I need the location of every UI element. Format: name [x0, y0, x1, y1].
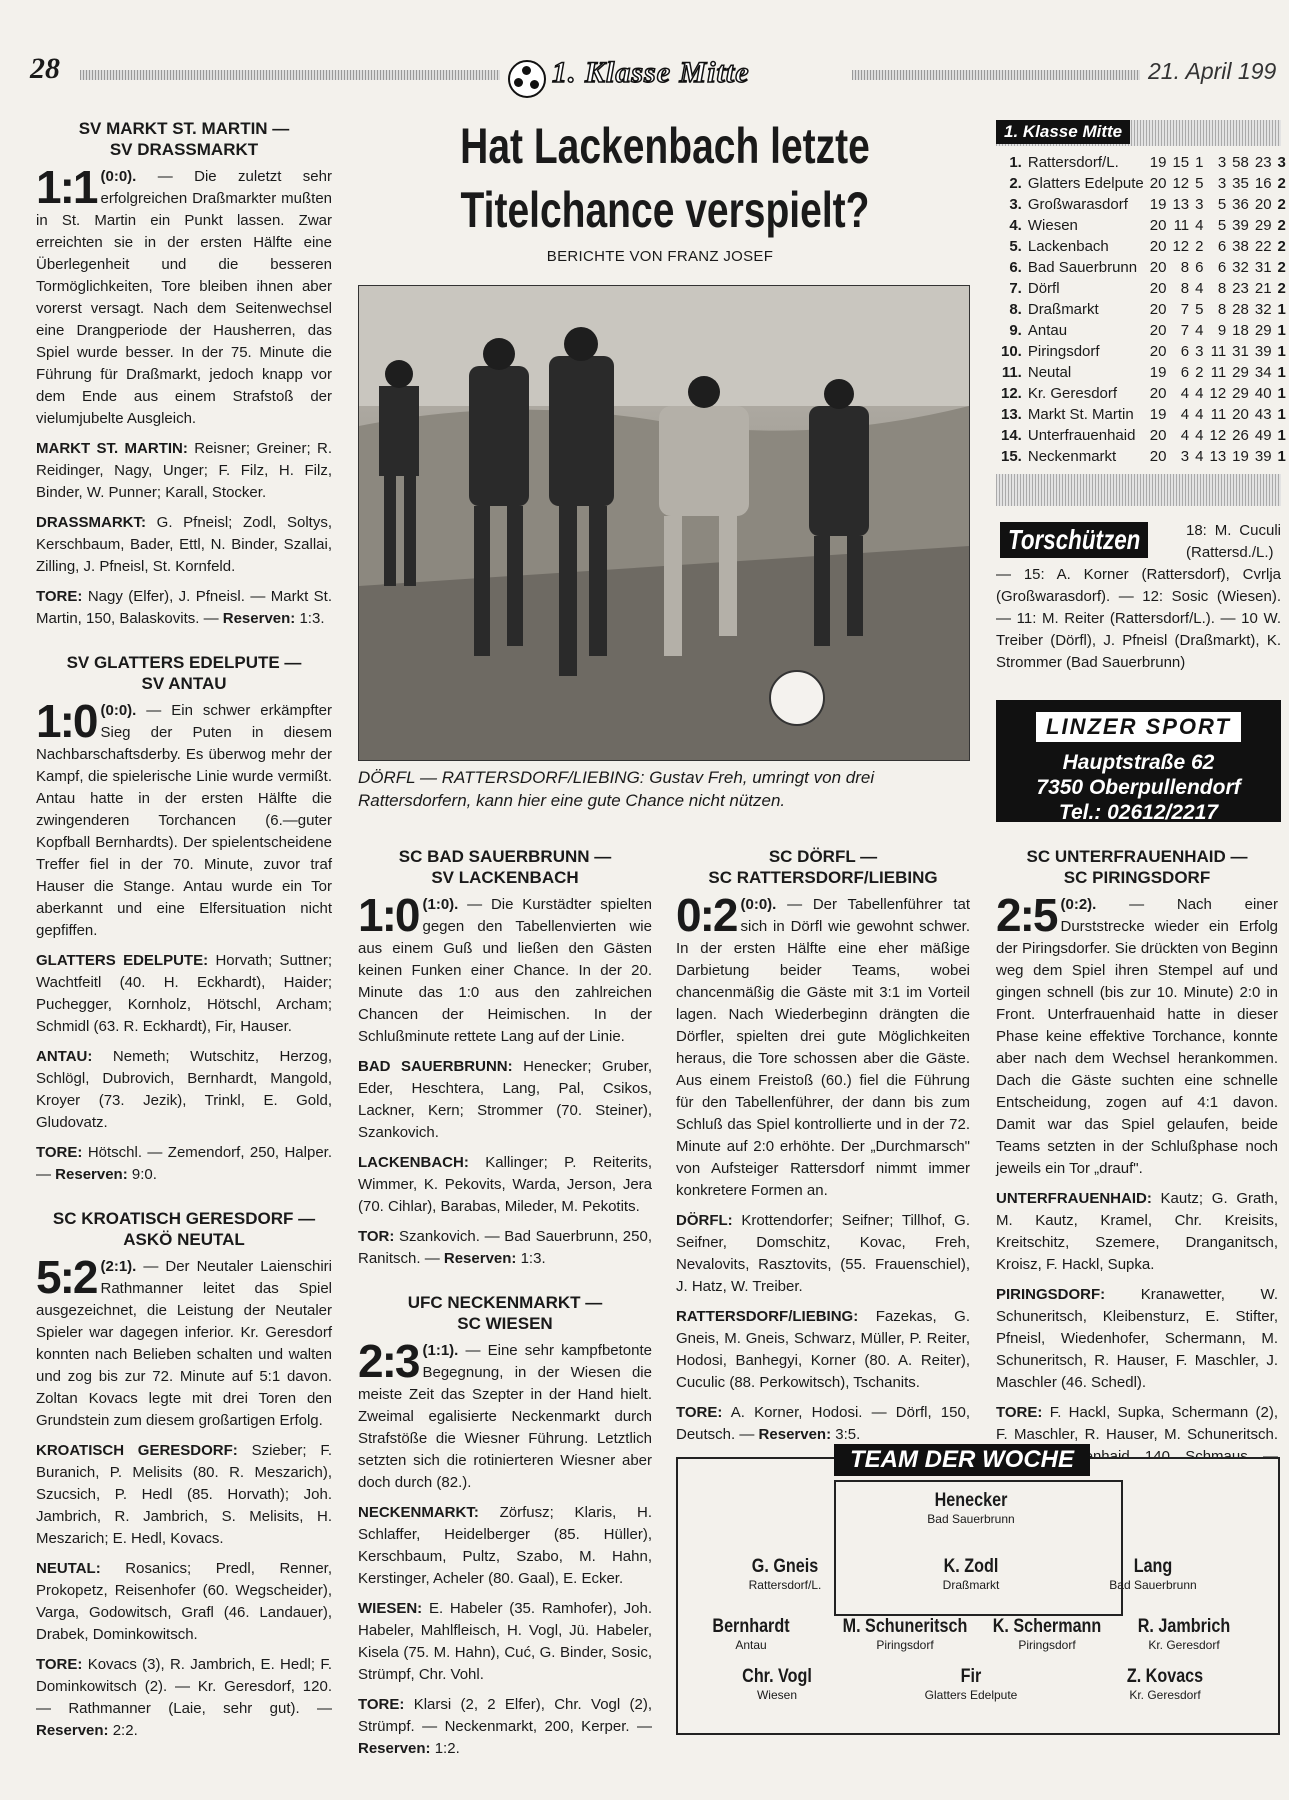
- table-cell: 12: [1172, 175, 1190, 192]
- table-cell: 34: [1254, 364, 1272, 381]
- table-cell: 1: [1277, 427, 1286, 444]
- table-cell: 13: [1172, 196, 1190, 213]
- table-cell: 13: [1209, 448, 1227, 465]
- table-row: [998, 236, 1289, 257]
- table-cell: 2.: [1009, 175, 1022, 192]
- match-title: SC UNTERFRAUENHAID — SC PIRINGSDORF: [1026, 847, 1248, 887]
- table-cell: 15.: [1001, 448, 1022, 465]
- table-cell: 20: [1232, 406, 1249, 423]
- table-title: 1. Klasse Mitte: [996, 120, 1130, 144]
- match-score: 1:0: [358, 889, 419, 941]
- team-name: Piringsdorf: [1027, 343, 1100, 360]
- table-cell: 1: [1277, 343, 1286, 360]
- table-cell: 29: [1232, 364, 1249, 381]
- table-cell: 23: [1232, 280, 1249, 297]
- lineup: KROATISCH GERESDORF: Szieber; F. Buranich, P. Melisits (80. R. Meszarich), Szucsich, P. Hedl (85. Horvath); Joh. Jambrich, R. Jambrich, S. Melisits, H. Meszarich; E. Hedl, Kovacs.: [36, 1442, 332, 1547]
- match-report: — Ein schwer erkämpfter Sieg der Puten in diesem Nachbarschaftsderby. Es überwog mehr der Kampf, die spielerische Linie wurde vermißt. Antau hatte in der ersten Hälfte die zwingenderen Torchancen (6.—guter Kopfball Bernhardts). Der spielentscheidene Treffer fiel in der 70. Minute, zuvor traf Hauser die Stange. Antau wurde ein Tor aberkannt und eine Elfersituation nicht gepfiffen.: [36, 702, 332, 939]
- table-cell: 40: [1254, 385, 1272, 402]
- table-cell: 16: [1254, 175, 1272, 192]
- table-cell: 2: [1195, 364, 1204, 381]
- table-cell: 1: [1195, 154, 1204, 171]
- lineup: NECKENMARKT: Zörfusz; Klaris, H. Schlaffer, Heidelberger (85. Hüller), Kerschbaum, Pultz, Szabo, M. Hahn, Kerstinger, Acheler (80. Gaal), E. Ecker.: [358, 1504, 653, 1587]
- team-name: Rattersdorf/L.: [1027, 154, 1119, 171]
- table-cell: 1.: [1009, 154, 1022, 171]
- table-cell: 3: [1195, 343, 1204, 360]
- team-name: Kr. Geresdorf: [1027, 385, 1118, 402]
- table-cell: 2: [1277, 196, 1286, 213]
- table-cell: 49: [1254, 427, 1272, 444]
- section-title: 1. Klasse Mitte: [552, 56, 750, 89]
- column-2: SC BAD SAUERBRUNN — SV LACKENBACH 1:0 (1:0). — Die Kurstädter spielten gegen den Tabellenvierten wie aus einem Guß und ließen den Gästen keinen Funken einer Chance. In der 20. Minute das 1:0 aus den zahlreichen Chancen der Heimischen. In der Schlußminute rettete Lang auf der Linie. BAD SAUERBRUNN: Henecker; Gruber, Eder, Heschtera, Lang, Pal, Csikos, Lackner, Kern; Strommer (70. Steiner), Szankovich. LACKENBACH: Kallinger; P. Reiterits, Wimmer, K. Pekovits, Warda, Jerson, Jera (70. Cihlar), Barabas, Mileder, M. Pekotits. TOR: Szankovich. — Bad Sauerbrunn, 250, Ranitsch. — Reserven: 1:3. UFC NECKENMARKT — SC WIESEN 2:3 (1:1). — Eine sehr kampfbetonte Begegnung, in der Wiesen die meiste Zeit das Szepter in der Hand hielt. Zweimal egalisierte Neckenmarkt durch Strafstöße die Wiesner Führung. Letztlich setzten sich die rotinierteren Wiesner aber doch durch (82.). NECKENMARKT: Zörfusz; Klaris, H. Schlaffer, Heidelberger (85. Hüller), Kerschbaum, Pultz, Szabo, M. Hahn, Kerstinger, Acheler (80. Gaal), E. Ecker. WIESEN: E. Habeler (35. Ramhofer), Joh. Habeler, Mahlfleisch, H. Vogl, Jü. Habeler, Kisela (75. M. Hahn), Cuć, G. Binder, Sosic, Strümpf, Chr. Vohl. TORE: Klarsi (2, 2 Elfer), Chr. Vogl (2), Strümpf. — Neckenmarkt, 200, Kerper. — Reserven: 1:2.: [358, 846, 652, 1768]
- table-cell: 4: [1180, 406, 1190, 423]
- table-cell: 2: [1277, 217, 1286, 234]
- lineup: UNTERFRAUENHAID: Kautz; G. Grath, M. Kautz, Kramel, Chr. Kreisits, Kreitschitz, Szemere, Dranganitsch, Kroisz, F. Hackl, Supka.: [996, 1190, 1278, 1273]
- table-row: [998, 215, 1289, 236]
- lineup: RATTERSDORF/LIEBING: Fazekas, G. Gneis, M. Gneis, Schwarz, Müller, P. Reiter, Hodosi, Banhegyi, Korner (80. A. Reiter), Cuculic (88. Perkowitsch), Tschanits.: [676, 1308, 970, 1391]
- match-score: 2:3: [358, 1335, 419, 1387]
- table-cell: 11: [1210, 364, 1227, 381]
- team-name: Wiesen: [1027, 217, 1078, 234]
- match-title: SC BAD SAUERBRUNN — SV LACKENBACH: [398, 847, 612, 887]
- table-cell: 6: [1217, 238, 1227, 255]
- table-cell: 5: [1195, 175, 1204, 192]
- table-cell: 1: [1277, 385, 1286, 402]
- table-cell: 1: [1277, 322, 1286, 339]
- table-cell: 9.: [1009, 322, 1022, 339]
- table-cell: 28: [1232, 301, 1249, 318]
- table-cell: 4: [1195, 280, 1204, 297]
- goals: TOR: Szankovich. — Bad Sauerbrunn, 250, Ranitsch. — Reserven: 1:3.: [358, 1228, 652, 1267]
- goals: TORE: Kovacs (3), R. Jambrich, E. Hedl; F. Dominkowitsch (2). — Kr. Geresdorf, 120. — Rathmanner (Laie, sehr gut). — Reserven: 2:2.: [36, 1656, 332, 1739]
- team-player: Z. Kovacs Kr. Geresdorf: [1126, 1666, 1204, 1702]
- table-cell: 21: [1254, 280, 1272, 297]
- table-cell: 58: [1232, 154, 1249, 171]
- lineup: DRASSMARKT: G. Pfneisl; Zodl, Soltys, Kerschbaum, Bader, Ettl, N. Binder, Szallai, Zilling, J. Pfneisl, St. Kornfeld.: [36, 514, 332, 575]
- match-title: SV MARKT ST. MARTIN — SV DRASSMARKT: [78, 119, 290, 159]
- issue-date: 21. April 199: [1148, 58, 1277, 84]
- team-name: Großwarasdorf: [1027, 196, 1128, 213]
- ad-address: Hauptstraße 62: [1062, 751, 1215, 774]
- headline: Hat Lackenbach letzte Titelchance verspielt?: [460, 118, 870, 238]
- table-cell: 6.: [1009, 259, 1022, 276]
- top-scorers-title: Torschützen: [1000, 522, 1148, 558]
- team-player: K. Schermann Piringsdorf: [992, 1616, 1102, 1652]
- team-player: M. Schuneritsch Piringsdorf: [842, 1616, 968, 1652]
- table-cell: 14.: [1001, 427, 1022, 444]
- table-cell: 20: [1149, 259, 1167, 276]
- table-cell: 31: [1254, 259, 1272, 276]
- table-cell: 8: [1180, 259, 1190, 276]
- table-cell: 4: [1195, 406, 1204, 423]
- team-name: Bad Sauerbrunn: [1027, 259, 1138, 276]
- table-cell: 35: [1232, 175, 1249, 192]
- table-cell: 4: [1195, 322, 1204, 339]
- football-icon: [508, 60, 546, 98]
- table-cell: 11: [1210, 406, 1227, 423]
- table-cell: 20: [1149, 322, 1167, 339]
- table-cell: 4: [1180, 385, 1190, 402]
- match-title: SC DÖRFL — SC RATTERSDORF/LIEBING: [708, 847, 938, 887]
- table-cell: 39: [1254, 448, 1272, 465]
- table-cell: 12: [1172, 238, 1190, 255]
- table-cell: 4.: [1009, 217, 1022, 234]
- match-photo: [358, 285, 970, 761]
- table-cell: 2: [1277, 259, 1286, 276]
- table-cell: 31: [1232, 343, 1249, 360]
- match-score: 1:0: [36, 695, 97, 747]
- table-row: [998, 320, 1289, 341]
- lineup: MARKT ST. MARTIN: Reisner; Greiner; R. Reidinger, Nagy, Unger; F. Filz, H. Filz, Binder, W. Punner; Karall, Stocker.: [36, 440, 333, 501]
- table-row: [998, 299, 1289, 320]
- table-cell: 1: [1277, 406, 1286, 423]
- table-cell: 32: [1232, 259, 1249, 276]
- match-score: 0:2: [676, 889, 737, 941]
- lineup: BAD SAUERBRUNN: Henecker; Gruber, Eder, Heschtera, Lang, Pal, Csikos, Lackner, Kern; Strommer (70. Steiner), Szankovich.: [358, 1058, 652, 1141]
- match-score: 1:1: [36, 161, 97, 213]
- team-player: Bernhardt Antau: [712, 1616, 790, 1652]
- lineup: DÖRFL: Krottendorfer; Seifner; Tillhof, G. Seifner, Domschitz, Kovac, Freh, Nevalovits, Rasztovits, (55. Frauenschiel), J. Hatz, W. Treiber.: [676, 1212, 970, 1295]
- table-cell: 3.: [1009, 196, 1022, 213]
- table-cell: 2: [1277, 280, 1286, 297]
- table-cell: 5.: [1009, 238, 1022, 255]
- table-cell: 8: [1217, 280, 1227, 297]
- table-cell: 7: [1180, 322, 1190, 339]
- table-cell: 11.: [1001, 364, 1022, 381]
- match-title: SC KROATISCH GERESDORF — ASKÖ NEUTAL: [52, 1209, 316, 1249]
- table-cell: 23: [1254, 154, 1272, 171]
- goals: TORE: F. Hackl, Supka, Schermann (2), F. Maschler, R. Hauser, M. Schuneritsch.: [996, 1404, 1279, 1443]
- table-cell: 29: [1254, 322, 1272, 339]
- match-report: — Die Kurstädter spielten gegen den Tabellenvierten wie aus einem Guß und ließen den Gästen keinen Funken einer Chance. In der 20. Minute das 1:0 aus den zahlreichen Chancen der Heimischen. In der Schlußminute rettete Lang auf der Linie.: [358, 896, 652, 1045]
- table-cell: 19: [1149, 364, 1167, 381]
- table-cell: 20: [1149, 343, 1167, 360]
- team-name: Neckenmarkt: [1027, 448, 1117, 465]
- table-cell: 7.: [1009, 280, 1022, 297]
- column-3: SC DÖRFL — SC RATTERSDORF/LIEBING 0:2 (0:0). — Der Tabellenführer tat sich in Dörfl wie gewohnt schwer. In der ersten Hälfte eine eher mäßige Darbietung beider Teams, wobei chancenmäßig die Gäste mit 3:1 im Vorteil lagen. Nach Wiederbeginn drängten die Dörfler, spielten drei gute Möglichkeiten heraus, die Tore schossen aber die Gäste. Aus einem Freistoß (60.) fiel die Führung für den Tabellenführer, der dann bis zum Schluß das Spiel kontrollierte und in der 72. Minute auf 2:0 erhöhte. Der „Durchmarsch" von Aufsteiger Rattersdorf nimmt immer konkretere Formen an. DÖRFL: Krottendorfer; Seifner; Tillhof, G. Seifner, Domschitz, Kovac, Freh, Nevalovits, Rasztovits, (55. Frauenschiel), J. Hatz, W. Treiber. RATTERSDORF/LIEBING: Fazekas, G. Gneis, M. Gneis, Schwarz, Müller, P. Reiter, Hodosi, Banhegyi, Korner (80. A. Reiter), Cuculic (88. Perkowitsch), Tschanits. TORE: A. Korner, Hodosi. — Dörfl, 150, Deutsch. — Reserven: 3:5.: [676, 846, 970, 1454]
- match-report: — Der Tabellenführer tat sich in Dörfl wie gewohnt schwer. In der ersten Hälfte eine eher mäßige Darbietung beider Teams, wobei chancenmäßig die Gäste mit 3:1 im Vorteil lagen. Nach Wiederbeginn drängten die Dörfler, spielten drei gute Möglichkeiten heraus, die Tore schossen aber die Gäste. Aus einem Freistoß (60.) fiel die Führung für den Tabellenführer, der dann bis zum Schluß das Spiel kontrollierte und in der 72. Minute auf 2:0 erhöhte. Der „Durchmarsch" von Aufsteiger Rattersdorf nimmt immer konkretere Formen an.: [676, 896, 971, 1199]
- header-rule-right: [852, 70, 1140, 80]
- table-cell: 19: [1149, 154, 1167, 171]
- lineup: ANTAU: Nemeth; Wutschitz, Herzog, Schlögl, Dubrovich, Bernhardt, Mangold, Kroyer (73. Jezik), Trinkl, E. Gold, Gludovatz.: [36, 1048, 333, 1131]
- table-cell: 15: [1172, 154, 1190, 171]
- table-cell: 11: [1173, 217, 1190, 234]
- match-report: — Nach einer Durststrecke wieder ein Erfolg der Piringsdorfer. Sie drückten von Beginn weg dem Spiel ihren Stempel auf und gingen schnell (bis zur 10. Minute) 2:0 in Front. Unterfrauenhaid hatte in dieser Phase keine effektive Torchance, konnte aber nach dem Wechsel herankommen. Dach die Gäste suchten eine schnelle Entscheidung, zogen auf 4:1 davon. Damit war das Spiel gelaufen, beide Teams setzten in der Schlußphase noch jeweils ein Tor „drauf".: [996, 896, 1278, 1177]
- advertisement: [996, 700, 1281, 822]
- column-1: SV MARKT ST. MARTIN — SV DRASSMARKT 1:1 (0:0). — Die zuletzt sehr erfolgreichen Draßmarkter mußten in St. Martin ein Punkt lassen. Zwar erreichten sie in der ersten Hälfte eine Überlegenheit und die besseren Tormöglichkeiten, Tore bleiben ihnen aber vorerst versagt. Nach dem Seitenwechsel eine Drangperiode der Hausherren, das Spiel wurde besser. In der 75. Minute die Führung für Draßmarkt, jedoch knapp vor dem Ende aus einem Strafstoß der vielumjubelte Ausgleich. MARKT ST. MARTIN: Reisner; Greiner; R. Reidinger, Nagy, Unger; F. Filz, H. Filz, Binder, W. Punner; Karall, Stocker. DRASSMARKT: G. Pfneisl; Zodl, Soltys, Kerschbaum, Bader, Ettl, N. Binder, Szallai, Zilling, J. Pfneisl, St. Kornfeld. TORE: Nagy (Elfer), J. Pfneisl. — Markt St. Martin, 150, Balaskovits. — Reserven: 1:3. SV GLATTERS EDELPUTE — SV ANTAU 1:0 (0:0). — Ein schwer erkämpfter Sieg der Puten in diesem Nachbarschaftsderby. Es überwog mehr der Kampf, die spielerische Linie wurde vermißt. Antau hatte in der ersten Hälfte die zwingenderen Torchancen (6.—guter Kopfball Bernhardts). Der spielentscheidene Treffer fiel in der 70. Minute, zuvor traf Hauser die Stange. Antau wurde ein Tor aberkannt und eine Elfersituation nicht gepfiffen. GLATTERS EDELPUTE: Horvath; Suttner; Wachtfeitl (40. H. Eckhardt), Haider; Puchegger, Kornholz, Hötschl, Archam; Schmidl (63. R. Eckhardt), Fir, Hauser. ANTAU: Nemeth; Wutschitz, Herzog, Schlögl, Dubrovich, Bernhardt, Mangold, Kroyer (73. Jezik), Trinkl, E. Gold, Gludovatz. TORE: Hötschl. — Zemendorf, 250, Halper. — Reserven: 9:0. SC KROATISCH GERESDORF — ASKÖ NEUTAL 5:2 (2:1). — Der Neutaler Laienschiri Rathmanner leitet das Spiel ausgezeichnet, die Leistung der Neutaler Spieler war dagegen inferior. Kr. Geresdorf konnten nach Belieben schalten und walten und zog bis zur 72. Minute auf 5:1 davon. Zoltan Kovacs legte mit drei Toren den Grundstein zum diesem großartigen Erfolg. KROATISCH GERESDORF: Szieber; F. Buranich, P. Melisits (80. R. Meszarich), Szucsich, P. Hedl (85. Horvath); Joh. Jambrich, R. Jambrich, S. Melisits, H. Meszarich; E. Hedl, Kovacs. NEUTAL: Rosanics; Predl, Renner, Prokopetz, Reisenhofer (60. Wegscheider), Varga, Godowitsch, Grafl (46. Landauer), Drabek, Dominkowitsch. TORE: Kovacs (3), R. Jambrich, E. Hedl; F. Dominkowitsch (2). — Kr. Geresdorf, 120. — Rathmanner (Laie, sehr gut). — Reserven: 2:2.: [36, 118, 332, 1750]
- table-cell: 3: [1217, 175, 1227, 192]
- table-cell: 5: [1195, 301, 1204, 318]
- byline: BERICHTE VON FRANZ JOSEF: [546, 248, 774, 265]
- table-cell: 3: [1180, 448, 1190, 465]
- photo-caption: DÖRFL — RATTERSDORF/LIEBING: Gustav Freh, umringt von drei Rattersdorfern, kann hier eine gute Chance nicht nützen.: [358, 768, 875, 810]
- team-name: Antau: [1027, 322, 1068, 339]
- table-cell: 1: [1277, 364, 1286, 381]
- match-report: — Eine sehr kampfbetonte Begegnung, in der Wiesen die meiste Zeit das Szepter in der Hand hielt. Zweimal egalisierte Neckenmarkt durch Strafstöße die Wiesner Führung. Letztlich setzten sich die rotinierteren Wiesner aber doch durch (82.).: [358, 1342, 652, 1491]
- team-name: Draßmarkt: [1027, 301, 1099, 318]
- table-cell: 4: [1195, 427, 1204, 444]
- table-row: [998, 425, 1289, 446]
- table-cell: 9: [1217, 322, 1227, 339]
- table-cell: 12.: [1001, 385, 1022, 402]
- table-cell: 43: [1254, 406, 1272, 423]
- match-score: 5:2: [36, 1251, 97, 1303]
- table-cell: 13.: [1001, 406, 1022, 423]
- table-cell: 19: [1149, 196, 1167, 213]
- table-row: [998, 278, 1289, 299]
- table-cell: 12: [1209, 385, 1227, 402]
- table-cell: 8: [1180, 280, 1190, 297]
- table-row: [998, 404, 1289, 425]
- table-cell: 38: [1232, 238, 1249, 255]
- header-rule-left: [80, 70, 500, 80]
- table-cell: 1: [1277, 301, 1286, 318]
- table-cell: 5: [1217, 217, 1227, 234]
- table-cell: 29: [1254, 217, 1272, 234]
- table-cell: 6: [1180, 364, 1190, 381]
- table-cell: 3: [1277, 154, 1286, 171]
- table-cell: 20: [1254, 196, 1272, 213]
- team-name: Glatters Edelpute: [1027, 175, 1144, 192]
- table-cell: 3: [1217, 154, 1227, 171]
- table-cell: 6: [1180, 343, 1190, 360]
- goals: TORE: A. Korner, Hodosi. — Dörfl, 150, Deutsch. — Reserven: 3:5.: [676, 1404, 970, 1443]
- goals: TORE: Hötschl. — Zemendorf, 250, Halper. — Reserven: 9:0.: [36, 1144, 332, 1183]
- table-cell: 11: [1210, 343, 1227, 360]
- table-cell: 39: [1254, 343, 1272, 360]
- table-cell: 20: [1149, 280, 1167, 297]
- table-cell: 20: [1149, 448, 1167, 465]
- team-of-week-title: TEAM DER WOCHE: [834, 1444, 1090, 1476]
- table-cell: 26: [1232, 427, 1249, 444]
- table-row: [998, 173, 1289, 194]
- table-cell: 32: [1254, 301, 1272, 318]
- lineup: PIRINGSDORF: Kranawetter, W. Schuneritsch, Kleibensturz, E. Stifter, Pfneisl, Wiedenhofer, Schermann, M. Schuneritsch, R. Hauser, F. Maschler, J. Maschler (46. Schedl).: [996, 1286, 1278, 1391]
- table-row: [998, 257, 1289, 278]
- table-cell: 20: [1149, 301, 1167, 318]
- team-player: Lang Bad Sauerbrunn: [1109, 1556, 1197, 1592]
- team-name: Unterfrauenhaid: [1027, 427, 1136, 444]
- table-cell: 2: [1277, 175, 1286, 192]
- table-cell: 6: [1195, 259, 1204, 276]
- match-title: SV GLATTERS EDELPUTE — SV ANTAU: [66, 653, 302, 693]
- football-action-photo: [359, 286, 969, 760]
- table-row: [998, 194, 1289, 215]
- table-cell: 8.: [1009, 301, 1022, 318]
- table-cell: 12: [1209, 427, 1227, 444]
- ad-brand: LINZER SPORT: [1036, 712, 1241, 742]
- table-cell: 1: [1277, 448, 1286, 465]
- table-cell: 6: [1217, 259, 1227, 276]
- table-cell: 2: [1277, 238, 1286, 255]
- table-cell: 29: [1232, 385, 1249, 402]
- table-cell: 3: [1195, 196, 1204, 213]
- table-cell: 5: [1217, 196, 1227, 213]
- ad-city: 7350 Oberpullendorf: [1036, 776, 1241, 799]
- table-cell: 19: [1232, 448, 1249, 465]
- table-cell: 8: [1217, 301, 1227, 318]
- league-table: [998, 152, 1289, 467]
- page-number: 28: [30, 52, 60, 85]
- team-name: Markt St. Martin: [1027, 406, 1134, 423]
- team-player: Fir Glatters Edelpute: [924, 1666, 1018, 1702]
- match-score: 2:5: [996, 889, 1057, 941]
- table-row: [998, 383, 1289, 404]
- team-player: R. Jambrich Kr. Geresdorf: [1137, 1616, 1231, 1652]
- table-footer-bar: [996, 474, 1281, 506]
- lineup: GLATTERS EDELPUTE: Horvath; Suttner; Wachtfeitl (40. H. Eckhardt), Haider; Puchegger, Kornholz, Hötschl, Archam; Schmidl (63. R. Eckhardt), Fir, Hauser.: [36, 952, 333, 1035]
- table-cell: 4: [1180, 427, 1190, 444]
- team-name: Neutal: [1027, 364, 1072, 381]
- team-player: K. Zodl Draßmarkt: [942, 1556, 1000, 1592]
- column-4: SC UNTERFRAUENHAID — SC PIRINGSDORF 2:5 (0:2). — Nach einer Durststrecke wieder ein Erfolg der Piringsdorfer. Sie drückten von Beginn weg dem Spiel ihren Stempel auf und gingen schnell (bis zur 10. Minute) 2:0 in Front. Unterfrauenhaid hatte in dieser Phase keine effektive Torchance, konnte aber nach dem Wechsel herankommen. Dach die Gäste suchten eine schnelle Entscheidung, zogen auf 4:1 davon. Damit war das Spiel gelaufen, beide Teams setzten in der Schlußphase noch jeweils ein Tor „drauf". UNTERFRAUENHAID: Kautz; G. Grath, M. Kautz, Kramel, Chr. Kreisits, Kreitschitz, Szemere, Dranganitsch, Kroisz, F. Hackl, Supka. PIRINGSDORF: Kranawetter, W. Schuneritsch, Kleibensturz, E. Stifter, Pfneisl, Wiedenhofer, Schermann, M. Schuneritsch, R. Hauser, F. Maschler, J. Maschler (46. Schedl). TORE: F. Hackl, Supka, Schermann (2), F. Maschler, R. Hauser, M. Schuneritsch.: [996, 846, 1278, 1498]
- table-cell: 4: [1195, 385, 1204, 402]
- ad-phone: Tel.: 02612/2217: [1058, 801, 1219, 824]
- match-report: — Die zuletzt sehr erfolgreichen Draßmarkter mußten in St. Martin ein Punkt lassen. Zwar erreichten sie in der ersten Hälfte eine Überlegenheit und die besseren Tormöglichkeiten, Tore bleiben ihnen aber vorerst versagt. Nach dem Seitenwechsel eine Drangperiode der Hausherren, das Spiel wurde besser. In der 75. Minute die Führung für Draßmarkt, jedoch knapp vor dem Ende aus einem Strafstoß der vielumjubelte Ausgleich.: [36, 168, 332, 427]
- team-player: G. Gneis Rattersdorf/L.: [748, 1556, 822, 1592]
- table-row: [998, 362, 1289, 383]
- table-row: [998, 341, 1289, 362]
- lineup: NEUTAL: Rosanics; Predl, Renner, Prokopetz, Reisenhofer (60. Wegscheider), Varga, Godowitsch, Grafl (46. Landauer), Drabek, Dominkowitsch.: [36, 1560, 333, 1643]
- table-cell: 36: [1232, 196, 1249, 213]
- team-name: Dörfl: [1027, 280, 1060, 297]
- table-cell: 20: [1149, 175, 1167, 192]
- lineup: LACKENBACH: Kallinger; P. Reiterits, Wimmer, K. Pekovits, Warda, Jerson, Jera (70. Cihlar), Barabas, Mileder, M. Pekotits.: [358, 1154, 652, 1215]
- table-cell: 4: [1195, 448, 1204, 465]
- top-scorers: 18: M. Cuculi (Rattersd./L.) — 15: A. Korner (Rattersdorf), Cvrlja (Großwarasdorf). — 12: Sosic (Wiesen). — 11: M. Reiter (Rattersdorf/L.). — 10 W. Treiber (Dörfl), J. Pfneisl (Draßmarkt), K. Strommer (Bad Sauerbrunn): [996, 522, 1281, 671]
- table-row: [998, 446, 1289, 467]
- team-player: Chr. Vogl Wiesen: [742, 1666, 812, 1702]
- goals: TORE: Klarsi (2, 2 Elfer), Chr. Vogl (2), Strümpf. — Neckenmarkt, 200, Kerper. — Reserven: 1:2.: [358, 1696, 652, 1757]
- match-report: — Der Neutaler Laienschiri Rathmanner leitet das Spiel ausgezeichnet, die Leistung der Neutaler Spieler war dagegen inferior. Kr. Geresdorf konnten nach Belieben schalten und walten und zog bis zur 72. Minute auf 5:1 davon. Zoltan Kovacs legte mit drei Toren den Grundstein zum diesem großartigen Erfolg.: [36, 1258, 332, 1429]
- table-cell: 7: [1180, 301, 1190, 318]
- table-cell: 19: [1149, 406, 1167, 423]
- team-name: Lackenbach: [1027, 238, 1109, 255]
- table-cell: 39: [1232, 217, 1249, 234]
- table-cell: 4: [1195, 217, 1204, 234]
- table-cell: 20: [1149, 427, 1167, 444]
- table-cell: 20: [1149, 217, 1167, 234]
- table-cell: 20: [1149, 385, 1167, 402]
- table-cell: 2: [1195, 238, 1204, 255]
- table-cell: 20: [1149, 238, 1167, 255]
- team-player: Henecker Bad Sauerbrunn: [927, 1490, 1015, 1526]
- table-row: [998, 152, 1289, 173]
- match-title: UFC NECKENMARKT — SC WIESEN: [407, 1293, 603, 1333]
- goals: TORE: Nagy (Elfer), J. Pfneisl. — Markt St. Martin, 150, Balaskovits. — Reserven: 1:3.: [36, 588, 333, 627]
- table-cell: 22: [1254, 238, 1272, 255]
- table-cell: 18: [1232, 322, 1249, 339]
- table-cell: 10.: [1001, 343, 1022, 360]
- lineup: WIESEN: E. Habeler (35. Ramhofer), Joh. Habeler, Mahlfleisch, H. Vogl, Jü. Habeler, Kisela (75. M. Hahn), Cuć, G. Binder, Sosic, Strümpf, Chr. Vohl.: [358, 1600, 652, 1683]
